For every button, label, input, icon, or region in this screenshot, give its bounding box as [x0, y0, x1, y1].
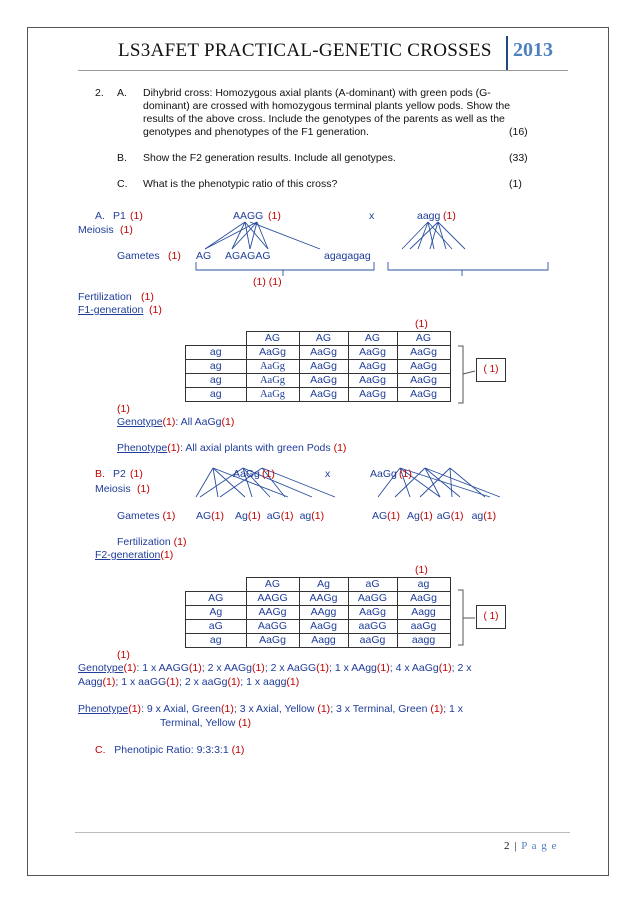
pheno-mark: (1)	[221, 703, 234, 715]
geno-term: ; 1 x aaGG	[115, 676, 167, 688]
geno-term: ; 2 x AAGg	[201, 662, 252, 674]
f2-cell: AAGG	[246, 592, 299, 606]
phenotype-label: Phenotype	[117, 442, 168, 454]
f1-cell: AaGg	[299, 346, 348, 360]
pheno-term: : 9 x Axial, Green	[141, 703, 222, 715]
gamete-mark: (1)	[419, 510, 433, 522]
phenotype-text: : All axial plants with green Pods	[180, 442, 334, 454]
genotype-text: : All AaGg	[175, 416, 222, 428]
pheno-term: ; 1 x	[443, 703, 464, 715]
f2-row-header: Ag	[186, 606, 247, 620]
f1-row-header: ag	[186, 388, 247, 402]
parent-aagg-het-1: AaGg	[233, 468, 260, 480]
p2-mark: (1)	[130, 468, 143, 480]
question-b-label: B.	[117, 152, 127, 164]
gamete-mark: (1)	[450, 510, 464, 522]
p1-label: P1	[113, 210, 126, 222]
gametes-mark: (1)	[168, 250, 181, 262]
gamete-mark: (1)	[280, 510, 294, 522]
f2-row-header: AG	[186, 592, 247, 606]
f2-cell: Aagg	[397, 606, 450, 620]
gamete: Ag	[407, 510, 420, 522]
geno-mark: (1)	[286, 676, 300, 688]
fertilization-mark-b: (1)	[173, 536, 187, 548]
cross-symbol: x	[369, 210, 375, 222]
f1-cell: AaGg	[397, 346, 450, 360]
geno-term: ; 2 x AaGG	[264, 662, 317, 674]
pheno-mark: (1)	[430, 703, 444, 715]
f2-col-header: aG	[348, 578, 397, 592]
gametes-line-b	[117, 510, 175, 523]
geno-mark: (1)	[316, 662, 330, 674]
f2-table-mark: (1)	[415, 564, 428, 576]
f1-cell: AaGg	[397, 360, 450, 374]
p2-label: P2	[113, 468, 126, 480]
document-title: LS3AFET PRACTICAL-GENETIC CROSSES	[118, 40, 492, 61]
p1-mark: (1)	[130, 210, 143, 222]
f2-phenotype-line-2	[160, 717, 251, 730]
f1-cell: AaGg	[348, 360, 397, 374]
part-b-label: B.	[95, 468, 105, 480]
phenotypic-ratio-line	[95, 744, 244, 757]
gametes-label-b: Gametes	[117, 510, 160, 522]
f2-cell: AAGg	[246, 606, 299, 620]
gamete-set-2	[372, 510, 496, 523]
parent2-mark: (1)	[443, 210, 456, 222]
geno-term: : 1 x AAGG	[136, 662, 189, 674]
f1-cell: AaGg	[246, 360, 299, 374]
question-a-line-3: results of the above cross. Include the genotypes of the parents as well as the	[143, 113, 505, 125]
geno-term: ; 1 x AAgg	[329, 662, 377, 674]
f1-cell: AaGg	[299, 360, 348, 374]
f2-cell: aaGG	[348, 620, 397, 634]
f2-cell: AaGg	[348, 606, 397, 620]
cross-symbol-b: x	[325, 468, 331, 480]
f1-cell: AaGg	[397, 374, 450, 388]
f1-genotype-line	[117, 416, 234, 429]
question-a-line-4: genotypes and phenotypes of the F1 generation.	[143, 126, 369, 138]
geno-term: ; 2 x	[451, 662, 472, 674]
f2-cell: AaGg	[299, 620, 348, 634]
footer-separator: |	[510, 840, 522, 852]
f2-phenotype-mark: (1)	[128, 703, 142, 715]
f1-row-header: ag	[186, 360, 247, 374]
gamete: AG	[196, 510, 212, 522]
genotype-mark: (1)	[162, 416, 176, 428]
parent-aagg-recessive: aagg	[417, 210, 441, 222]
geno-mark: (1)	[188, 662, 202, 674]
f2-col-header: ag	[397, 578, 450, 592]
geno-term: Aagg	[78, 676, 103, 688]
fertilization-mark: (1)	[141, 291, 154, 303]
f1-row-header: ag	[186, 374, 247, 388]
pheno-term: ; 3 x Axial, Yellow	[233, 703, 318, 715]
f2-cell: AAGg	[299, 592, 348, 606]
gamete: ag	[299, 510, 312, 522]
f2-generation-line	[95, 549, 173, 562]
fertilization-label-b: Fertilization	[117, 536, 171, 548]
gamete-mark: (1)	[311, 510, 325, 522]
gamete-mark: (1)	[483, 510, 497, 522]
gamete-mark: (1)	[387, 510, 401, 522]
f2-cell: aaGg	[348, 634, 397, 648]
geno-mark: (1)	[251, 662, 265, 674]
parent-het-1-mark: (1)	[262, 468, 275, 480]
page-word: P a g e	[521, 840, 558, 852]
f1-cell: AaGg	[348, 388, 397, 402]
f2-genotype-label: Genotype	[78, 662, 124, 674]
parent1-mark: (1)	[268, 210, 281, 222]
gamete: AG	[372, 510, 388, 522]
f2-cell: Aagg	[299, 634, 348, 648]
parent-aagg-dominant: AAGG	[233, 210, 264, 222]
f1-cell: AaGg	[246, 388, 299, 402]
fertilization-label: Fertilization	[78, 291, 132, 303]
f2-row-header: aG	[186, 620, 247, 634]
f1-table-mark: (1)	[415, 318, 428, 330]
gamete-ag: AG	[196, 250, 212, 262]
gamete-mark: (1)	[247, 510, 261, 522]
f1-cell: AaGg	[299, 388, 348, 402]
f1-table-side-mark: ( 1)	[476, 358, 506, 382]
geno-mark: (1)	[102, 676, 116, 688]
fertilization-line-b	[117, 536, 186, 549]
f1-punnett-square	[185, 331, 451, 402]
geno-term: ; 4 x AaGg	[389, 662, 439, 674]
f2-row-header: ag	[186, 634, 247, 648]
phenotype-mark: (1)	[167, 442, 181, 454]
question-b-text: Show the F2 generation results. Include all genotypes.	[143, 152, 396, 164]
f2-below-mark: (1)	[117, 649, 130, 661]
page-footer	[504, 840, 557, 852]
geno-mark: (1)	[376, 662, 390, 674]
geno-term: ; 2 x aaGg	[179, 676, 228, 688]
parent-het-2-mark: (1)	[399, 468, 412, 480]
question-number: 2.	[95, 87, 104, 99]
geno-mark: (1)	[166, 676, 179, 688]
f2-cell: AaGG	[348, 592, 397, 606]
question-c-label: C.	[117, 178, 128, 190]
question-a-label: A.	[117, 87, 127, 99]
f1-cell: AaGg	[397, 388, 450, 402]
f1-col-header: AG	[397, 332, 450, 346]
question-c-marks: (1)	[509, 178, 522, 190]
f1-generation-label: F1-generation	[78, 304, 144, 316]
f2-cell: AaGG	[246, 620, 299, 634]
f2-cell: aaGg	[397, 620, 450, 634]
phenotypic-ratio-text: Phenotipic Ratio: 9:3:3:1	[114, 744, 232, 756]
question-a-line-1: Dihybrid cross: Homozygous axial plants (A-dominant) with green pods (G-	[143, 87, 491, 99]
gamete: aG	[266, 510, 281, 522]
f2-phenotype-line-1	[78, 703, 463, 716]
f2-table-side-mark: ( 1)	[476, 605, 506, 629]
page-number: 2	[504, 840, 511, 852]
gamete-agagagag: agagagag	[324, 250, 371, 262]
f2-punnett-square	[185, 577, 451, 648]
f1-col-header: AG	[348, 332, 397, 346]
gametes-label: Gametes	[117, 250, 160, 262]
f2-genotype-line-2	[78, 676, 299, 689]
geno-mark: (1)	[227, 676, 241, 688]
gamete-set-1	[196, 510, 324, 523]
f1-phenotype-line	[117, 442, 346, 455]
f2-cell: AaGg	[397, 592, 450, 606]
f2-col-header: AG	[246, 578, 299, 592]
phenotypic-ratio-mark: (1)	[231, 744, 245, 756]
f2-cell: aagg	[397, 634, 450, 648]
part-c-label: C.	[95, 744, 106, 756]
meiosis-label: Meiosis	[78, 224, 114, 236]
f1-cell: AaGg	[246, 346, 299, 360]
gamete: aG	[436, 510, 451, 522]
f1-cell: AaGg	[246, 374, 299, 388]
pheno-term: Terminal, Yellow	[160, 717, 239, 729]
f1-row-header: ag	[186, 346, 247, 360]
f1-cell: AaGg	[348, 374, 397, 388]
geno-term: ; 1 x aagg	[240, 676, 287, 688]
f1-col-header: AG	[246, 332, 299, 346]
pheno-term: ; 3 x Terminal, Green	[330, 703, 431, 715]
question-c-text: What is the phenotypic ratio of this cross?	[143, 178, 338, 190]
parent-aagg-het-2: AaGg	[370, 468, 397, 480]
f2-genotype-line-1	[78, 662, 471, 675]
f2-corner-cell	[186, 578, 247, 592]
question-a-marks: (16)	[509, 126, 528, 138]
f1-col-header: AG	[299, 332, 348, 346]
question-b-marks: (33)	[509, 152, 528, 164]
gamete-mark: (1)	[211, 510, 225, 522]
f1-corner-cell	[186, 332, 247, 346]
pheno-mark: (1)	[238, 717, 252, 729]
gametes-mark-b: (1)	[162, 510, 176, 522]
geno-mark: (1)	[438, 662, 452, 674]
f2-phenotype-label: Phenotype	[78, 703, 129, 715]
meiosis-label-b: Meiosis	[95, 483, 131, 495]
genotype-label: Genotype	[117, 416, 163, 428]
gamete-bracket-marks: (1) (1)	[253, 276, 282, 288]
f2-cell: AaGg	[246, 634, 299, 648]
gamete: ag	[471, 510, 484, 522]
f2-cell: AAgg	[299, 606, 348, 620]
f2-genotype-mark: (1)	[123, 662, 137, 674]
part-a-label: A.	[95, 210, 105, 222]
f1-generation-mark: (1)	[149, 304, 162, 316]
f1-cell: AaGg	[348, 346, 397, 360]
f2-generation-mark: (1)	[160, 549, 174, 561]
meiosis-mark: (1)	[120, 224, 133, 236]
gamete: Ag	[235, 510, 248, 522]
meiosis-mark-b: (1)	[137, 483, 150, 495]
footer-rule	[75, 832, 570, 833]
f2-generation-label: F2-generation	[95, 549, 161, 561]
pheno-mark: (1)	[317, 703, 331, 715]
genotype-mark-2: (1)	[221, 416, 235, 428]
f2-col-header: Ag	[299, 578, 348, 592]
gamete-agagag: AGAGAG	[225, 250, 271, 262]
f1-cell: AaGg	[299, 374, 348, 388]
document-year: 2013	[513, 39, 553, 61]
f1-below-mark: (1)	[117, 403, 130, 415]
question-a-line-2: dominant) are crossed with homozygous terminal plants yellow pods. Show the	[143, 100, 511, 112]
phenotype-mark-2: (1)	[333, 442, 347, 454]
